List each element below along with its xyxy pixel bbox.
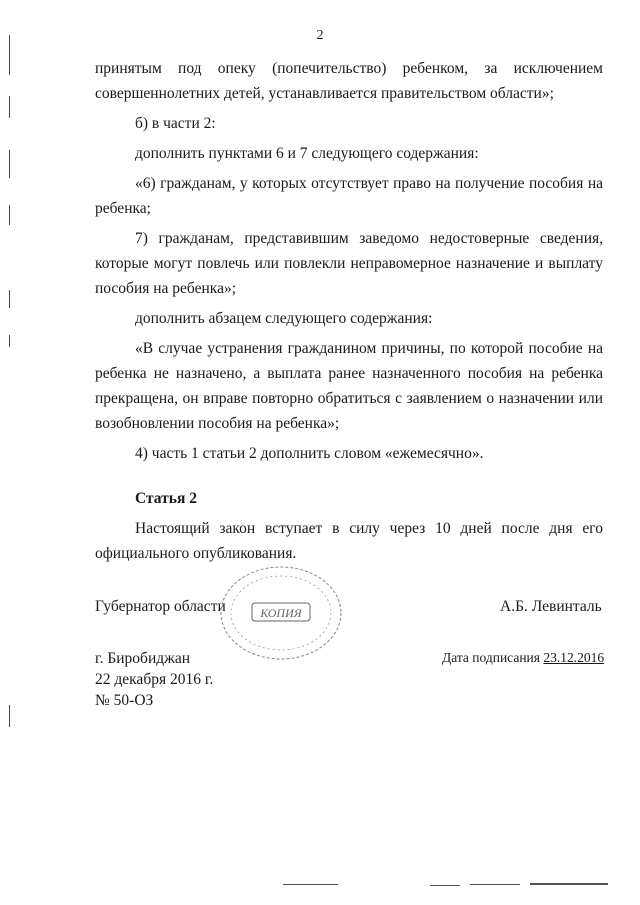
law-number: № 50-ОЗ xyxy=(95,692,154,709)
margin-mark xyxy=(9,705,10,727)
margin-mark xyxy=(9,96,10,118)
paragraph-3: дополнить пунктами 6 и 7 следующего содержания: xyxy=(135,145,479,162)
signing-date xyxy=(442,650,604,666)
margin-mark xyxy=(9,35,10,75)
paragraph-8: 4) часть 1 статьи 2 дополнить словом «ежемесячно». xyxy=(135,445,484,462)
scan-artifact xyxy=(470,884,520,885)
paragraph-6: дополнить абзацем следующего содержания: xyxy=(135,310,433,327)
page-number: 2 xyxy=(316,28,324,43)
scan-artifact xyxy=(530,883,608,885)
signing-date-label: Дата подписания xyxy=(442,650,540,665)
paragraph-7: «В случае устранения гражданином причины, по которой пособие на ребенка не назначено, а выплата ранее назначенного пособия на ребенка прекращена, он вправе повторно обратиться с заявлением о назначении или возобновлении пособия на ребенка»; xyxy=(95,340,603,432)
stamp-text: КОПИЯ xyxy=(260,606,302,620)
city: г. Биробиджан xyxy=(95,650,191,667)
article-heading: Статья 2 xyxy=(135,490,197,507)
margin-mark xyxy=(9,290,10,308)
margin-mark xyxy=(9,150,10,178)
paragraph-1: принятым под опеку (попечительство) ребенком, за исключением совершеннолетних детей, устанавливается правительством области»; xyxy=(95,60,603,102)
governor-name: А.Б. Левинталь xyxy=(500,598,602,615)
margin-mark xyxy=(9,205,10,225)
paragraph-5: 7) гражданам, представившим заведомо недостоверные сведения, которые могут повлечь или повлекли неправомерное назначение и выплату пособия на ребенка»; xyxy=(95,230,603,297)
scan-artifact xyxy=(283,884,338,885)
signing-date-value: 23.12.2016 xyxy=(543,650,605,665)
paragraph-2: б) в части 2: xyxy=(135,115,216,132)
law-date: 22 декабря 2016 г. xyxy=(95,671,214,688)
scan-artifact xyxy=(430,885,460,886)
governor-title: Губернатор области xyxy=(95,598,226,615)
article-text: Настоящий закон вступает в силу через 10 дней после дня его официального опубликования. xyxy=(95,520,603,562)
official-stamp xyxy=(216,563,346,663)
stamp-seal-icon xyxy=(216,563,346,663)
document-body xyxy=(95,56,603,571)
paragraph-4: «6) гражданам, у которых отсутствует право на получение пособия на ребенка; xyxy=(95,175,603,217)
margin-mark xyxy=(9,335,10,347)
